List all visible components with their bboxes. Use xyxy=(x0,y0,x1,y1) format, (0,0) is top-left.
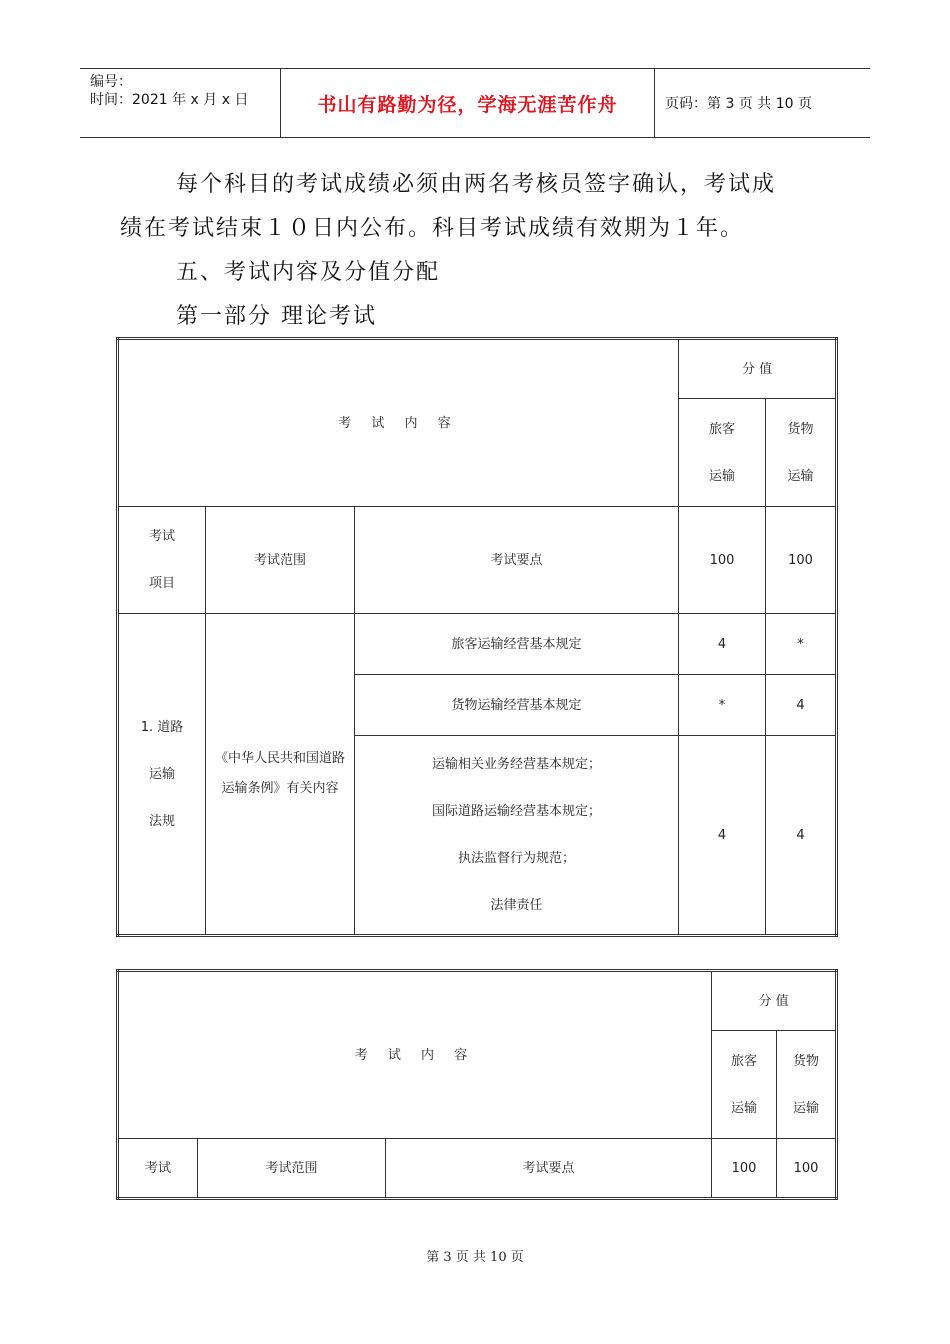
header-meta xyxy=(80,69,280,137)
exam-content-header-2: 考 试 内 容 xyxy=(118,971,712,1139)
page-info: 页码：第 3 页 共 10 页 xyxy=(665,96,812,112)
part-title-text: 第一部分 理论考试 xyxy=(176,304,377,329)
points-header: 考试要点 xyxy=(355,507,679,614)
section-title xyxy=(120,251,840,295)
cargo-header-2 xyxy=(777,1031,837,1139)
passenger-row-3: 4 xyxy=(679,736,766,936)
header-motto-cell xyxy=(280,69,655,137)
passenger-header-l1: 旅客 xyxy=(709,421,736,437)
total-passenger: 100 xyxy=(679,507,766,614)
footer-text: 第 3 页 共 10 页 xyxy=(426,1250,524,1265)
cargo-header-2-l2: 运输 xyxy=(793,1100,820,1116)
cargo-row-1: * xyxy=(766,614,837,675)
passenger-header xyxy=(679,399,766,507)
scope-cell xyxy=(206,614,355,936)
scope-text-l2: 运输条例》有关内容 xyxy=(221,781,339,796)
passenger-row-2: * xyxy=(679,675,766,736)
passenger-header-2-l1: 旅客 xyxy=(731,1053,758,1069)
point-row-3 xyxy=(355,736,679,936)
item-header-l1: 考试 xyxy=(148,529,175,544)
body-text xyxy=(120,163,840,339)
score-table-1 xyxy=(116,337,838,937)
item-header-l2: 项目 xyxy=(148,576,175,591)
cargo-row-3: 4 xyxy=(766,736,837,936)
passenger-header-2-l2: 运输 xyxy=(731,1100,758,1116)
scope-text-l1: 《中华人民共和国道路 xyxy=(214,751,345,766)
point-row-3-l3: 执法监督行为规范； xyxy=(458,851,576,866)
number-label: 编号： xyxy=(90,74,132,90)
part-title xyxy=(120,295,840,339)
subject-l1: 1. 道路 xyxy=(140,719,184,735)
cargo-header-l1: 货物 xyxy=(787,421,814,437)
page-header xyxy=(80,68,870,138)
page-footer xyxy=(0,1246,950,1265)
cargo-header-l2: 运输 xyxy=(787,468,814,484)
section-title-text: 五、考试内容及分值分配 xyxy=(176,260,441,285)
scope-header-2: 考试范围 xyxy=(198,1139,386,1199)
item-header-2: 考试 xyxy=(118,1139,198,1199)
time-label: 时间：2021 年 x 月 x 日 xyxy=(90,92,249,108)
score-header: 分 值 xyxy=(679,339,837,399)
cargo-header-2-l1: 货物 xyxy=(793,1053,820,1069)
paragraph-text-1: 每个科目的考试成绩必须由两名考核员签字确认，考试成 xyxy=(176,172,777,197)
header-page-info xyxy=(655,69,870,137)
total-cargo: 100 xyxy=(766,507,837,614)
point-row-2: 货物运输经营基本规定 xyxy=(355,675,679,736)
cargo-row-2: 4 xyxy=(766,675,837,736)
subject-cell xyxy=(118,614,206,936)
item-header xyxy=(118,507,206,614)
point-row-3-l1: 运输相关业务经营基本规定； xyxy=(432,757,602,772)
point-row-3-l2: 国际道路运输经营基本规定； xyxy=(432,804,602,819)
score-header-2: 分 值 xyxy=(712,971,837,1031)
points-header-2: 考试要点 xyxy=(386,1139,712,1199)
motto: 书山有路勤为径，学海无涯苦作舟 xyxy=(317,93,618,116)
passenger-header-2 xyxy=(712,1031,777,1139)
passenger-header-l2: 运输 xyxy=(709,468,736,484)
point-row-1: 旅客运输经营基本规定 xyxy=(355,614,679,675)
subject-l2: 运输 xyxy=(148,766,175,782)
passenger-row-1: 4 xyxy=(679,614,766,675)
paragraph-line-1 xyxy=(120,163,840,207)
point-row-3-l4: 法律责任 xyxy=(490,898,543,913)
scope-header: 考试范围 xyxy=(206,507,355,614)
total-passenger-2: 100 xyxy=(712,1139,777,1199)
cargo-header xyxy=(766,399,837,507)
score-table-2 xyxy=(116,969,838,1200)
exam-content-header: 考 试 内 容 xyxy=(118,339,679,507)
subject-l3: 法规 xyxy=(148,813,175,829)
total-cargo-2: 100 xyxy=(777,1139,837,1199)
paragraph-line-2: 绩在考试结束１０日内公布。科目考试成绩有效期为１年。 xyxy=(120,216,745,241)
